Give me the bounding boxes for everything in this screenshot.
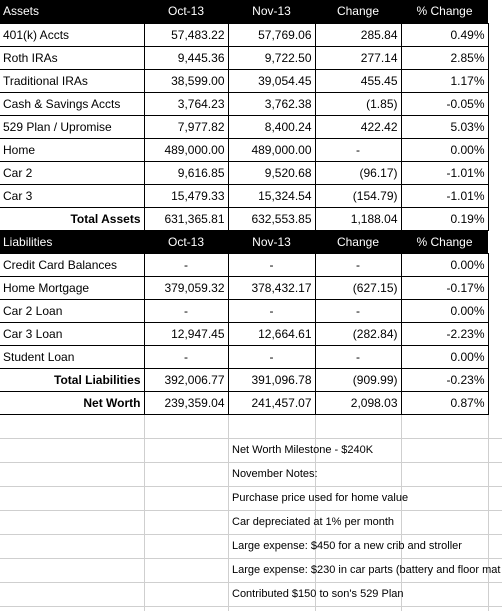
oct-value-cell[interactable]: 7,977.82 <box>144 115 228 138</box>
pct-change-cell[interactable]: -0.17% <box>401 276 488 299</box>
nov-value-cell[interactable]: 57,769.06 <box>228 23 315 46</box>
row-label-cell[interactable]: Roth IRAs <box>0 46 144 69</box>
section-header-cell: Liabilities <box>0 230 144 253</box>
oct-value-cell[interactable]: 239,359.04 <box>144 391 228 414</box>
change-value-cell[interactable]: (627.15) <box>315 276 401 299</box>
table-row <box>0 138 488 161</box>
row-label-cell[interactable]: Total Assets <box>0 207 144 230</box>
total-row <box>0 207 488 230</box>
change-value-cell[interactable]: 1,188.04 <box>315 207 401 230</box>
change-value-cell[interactable]: 2,098.03 <box>315 391 401 414</box>
pct-change-cell[interactable]: 0.87% <box>401 391 488 414</box>
table-row <box>0 345 488 368</box>
note-text: Contributed $150 to son's 529 Plan <box>232 588 404 600</box>
row-label-cell[interactable]: Credit Card Balances <box>0 253 144 276</box>
pct-change-cell[interactable]: 5.03% <box>401 115 488 138</box>
nov-value-cell[interactable]: 12,664.61 <box>228 322 315 345</box>
table-row <box>0 253 488 276</box>
table-row <box>0 322 488 345</box>
change-value-cell[interactable]: - <box>315 299 401 322</box>
oct-value-cell[interactable]: - <box>144 253 228 276</box>
column-header-pct-change: % Change <box>401 230 488 253</box>
note-row[interactable] <box>0 415 502 439</box>
pct-change-cell[interactable]: 0.00% <box>401 345 488 368</box>
oct-value-cell[interactable]: 12,947.45 <box>144 322 228 345</box>
total-row <box>0 368 488 391</box>
column-header-pct-change: % Change <box>401 0 488 23</box>
nov-value-cell[interactable]: 15,324.54 <box>228 184 315 207</box>
change-value-cell[interactable]: 455.45 <box>315 69 401 92</box>
row-label-cell[interactable]: Car 2 Loan <box>0 299 144 322</box>
row-label-cell[interactable]: Total Liabilities <box>0 368 144 391</box>
row-label-cell[interactable]: 401(k) Accts <box>0 23 144 46</box>
note-row[interactable] <box>0 559 502 583</box>
nov-value-cell[interactable]: 8,400.24 <box>228 115 315 138</box>
pct-change-cell[interactable]: 0.19% <box>401 207 488 230</box>
table-row <box>0 46 488 69</box>
oct-value-cell[interactable]: 15,479.33 <box>144 184 228 207</box>
change-value-cell[interactable]: 422.42 <box>315 115 401 138</box>
column-header-oct: Oct-13 <box>144 0 228 23</box>
nov-value-cell[interactable]: 9,520.68 <box>228 161 315 184</box>
nov-value-cell[interactable]: 39,054.45 <box>228 69 315 92</box>
nov-value-cell[interactable]: - <box>228 253 315 276</box>
notes-area <box>0 415 502 607</box>
pct-change-cell[interactable]: -1.01% <box>401 161 488 184</box>
note-row[interactable] <box>0 535 502 559</box>
pct-change-cell[interactable]: 0.49% <box>401 23 488 46</box>
note-text: Large expense: $450 for a new crib and stroller <box>232 540 462 552</box>
nov-value-cell[interactable]: 9,722.50 <box>228 46 315 69</box>
row-label-cell[interactable]: Student Loan <box>0 345 144 368</box>
note-text: Net Worth Milestone - $240K <box>232 444 374 456</box>
note-row[interactable] <box>0 439 502 463</box>
row-label-cell[interactable]: 529 Plan / Upromise <box>0 115 144 138</box>
column-header-change: Change <box>315 230 401 253</box>
change-value-cell[interactable]: (909.99) <box>315 368 401 391</box>
pct-change-cell[interactable]: -0.05% <box>401 92 488 115</box>
pct-change-cell[interactable]: 0.00% <box>401 299 488 322</box>
column-header-nov: Nov-13 <box>228 230 315 253</box>
change-value-cell[interactable]: 277.14 <box>315 46 401 69</box>
change-value-cell[interactable]: - <box>315 253 401 276</box>
pct-change-cell[interactable]: 2.85% <box>401 46 488 69</box>
table-row <box>0 276 488 299</box>
oct-value-cell[interactable]: 489,000.00 <box>144 138 228 161</box>
pct-change-cell[interactable]: 0.00% <box>401 138 488 161</box>
oct-value-cell[interactable]: - <box>144 345 228 368</box>
section-header-cell: Assets <box>0 0 144 23</box>
table-row <box>0 69 488 92</box>
change-value-cell[interactable]: - <box>315 345 401 368</box>
row-label-cell[interactable]: Traditional IRAs <box>0 69 144 92</box>
note-row[interactable] <box>0 511 502 535</box>
change-value-cell[interactable]: - <box>315 138 401 161</box>
column-header-oct: Oct-13 <box>144 230 228 253</box>
oct-value-cell[interactable]: 3,764.23 <box>144 92 228 115</box>
oct-value-cell[interactable]: 9,445.36 <box>144 46 228 69</box>
column-header-nov: Nov-13 <box>228 0 315 23</box>
nov-value-cell[interactable]: 489,000.00 <box>228 138 315 161</box>
nov-value-cell[interactable]: 391,096.78 <box>228 368 315 391</box>
table-row <box>0 299 488 322</box>
change-value-cell[interactable]: (282.84) <box>315 322 401 345</box>
column-header-change: Change <box>315 0 401 23</box>
change-value-cell[interactable]: (154.79) <box>315 184 401 207</box>
nov-value-cell[interactable]: 378,432.17 <box>228 276 315 299</box>
pct-change-cell[interactable]: -2.23% <box>401 322 488 345</box>
change-value-cell[interactable]: (96.17) <box>315 161 401 184</box>
note-row[interactable] <box>0 463 502 487</box>
note-text: Purchase price used for home value <box>232 492 409 504</box>
row-label-cell[interactable]: Car 3 <box>0 184 144 207</box>
nov-value-cell[interactable]: 3,762.38 <box>228 92 315 115</box>
row-label-cell[interactable]: Car 3 Loan <box>0 322 144 345</box>
oct-value-cell[interactable]: 9,616.85 <box>144 161 228 184</box>
note-row[interactable] <box>0 583 502 607</box>
nov-value-cell[interactable]: - <box>228 299 315 322</box>
nov-value-cell[interactable]: 632,553.85 <box>228 207 315 230</box>
oct-value-cell[interactable]: 379,059.32 <box>144 276 228 299</box>
table-row <box>0 161 488 184</box>
pct-change-cell[interactable]: 0.00% <box>401 253 488 276</box>
note-text: Large expense: $230 in car parts (battery and floor mat <box>232 564 501 576</box>
oct-value-cell[interactable]: 57,483.22 <box>144 23 228 46</box>
row-label-cell[interactable]: Cash & Savings Accts <box>0 92 144 115</box>
row-label-cell[interactable]: Home Mortgage <box>0 276 144 299</box>
table-row <box>0 23 488 46</box>
nov-value-cell[interactable]: - <box>228 345 315 368</box>
change-value-cell[interactable]: 285.84 <box>315 23 401 46</box>
table-row <box>0 115 488 138</box>
note-row[interactable] <box>0 487 502 511</box>
pct-change-cell[interactable]: -0.23% <box>401 368 488 391</box>
table-row <box>0 92 488 115</box>
note-text: November Notes: <box>232 468 318 480</box>
row-label-cell[interactable]: Car 2 <box>0 161 144 184</box>
change-value-cell[interactable]: (1.85) <box>315 92 401 115</box>
note-text: Car depreciated at 1% per month <box>232 516 395 528</box>
table-row <box>0 184 488 207</box>
oct-value-cell[interactable]: - <box>144 299 228 322</box>
oct-value-cell[interactable]: 38,599.00 <box>144 69 228 92</box>
pct-change-cell[interactable]: -1.01% <box>401 184 488 207</box>
pct-change-cell[interactable]: 1.17% <box>401 69 488 92</box>
nov-value-cell[interactable]: 241,457.07 <box>228 391 315 414</box>
assets-header-row <box>0 0 488 23</box>
oct-value-cell[interactable]: 631,365.81 <box>144 207 228 230</box>
row-label-cell[interactable]: Net Worth <box>0 391 144 414</box>
row-label-cell[interactable]: Home <box>0 138 144 161</box>
oct-value-cell[interactable]: 392,006.77 <box>144 368 228 391</box>
total-row <box>0 391 488 414</box>
liab-header-row <box>0 230 488 253</box>
